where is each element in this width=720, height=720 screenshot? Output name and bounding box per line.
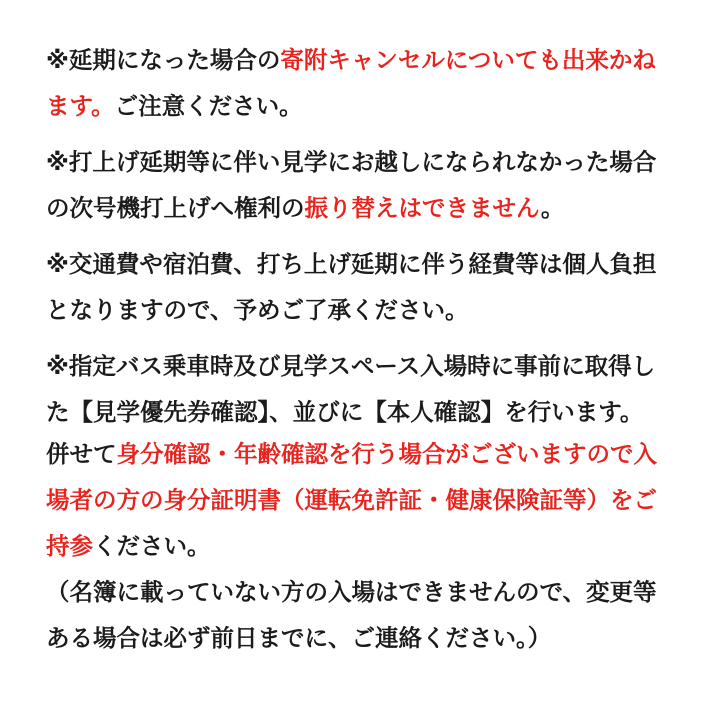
- highlight-text-segment: ます。: [46, 92, 115, 120]
- text-segment: ※打上げ延期等に伴い見学にお越しになられなかった場合: [46, 148, 657, 176]
- notice-line: [46, 185, 676, 231]
- text-segment: 併せて: [46, 440, 117, 468]
- text-segment: ご注意ください。: [114, 92, 303, 120]
- notice-line: [46, 241, 676, 287]
- highlight-text-segment: 振り替えはできません: [304, 194, 541, 222]
- notice-postponement-cancellation: [46, 37, 676, 129]
- notice-text-block: [46, 37, 676, 661]
- notice-line: [46, 83, 676, 129]
- text-segment: となりますので、予めご了承ください。: [46, 296, 469, 324]
- text-segment: ※延期になった場合の: [46, 46, 281, 74]
- notice-identity-check: [46, 343, 676, 661]
- notice-line: [46, 389, 676, 435]
- notice-line: [46, 287, 676, 333]
- highlight-text-segment: 身分確認・年齢確認を行う場合がございますので入: [116, 440, 657, 468]
- notice-no-transfer: [46, 139, 676, 231]
- notice-line: [46, 139, 676, 185]
- notice-line: [46, 615, 676, 661]
- notice-personal-expenses: [46, 241, 676, 333]
- text-segment: 。: [540, 194, 565, 222]
- notice-line: [46, 523, 676, 569]
- highlight-text-segment: 場者の方の身分証明書（運転免許証・健康保険証等）をご: [46, 486, 657, 514]
- notice-line: [46, 431, 676, 477]
- text-segment: （名簿に載っていない方の入場はできませんので、変更等: [46, 578, 657, 606]
- highlight-text-segment: 持参: [46, 532, 93, 560]
- text-segment: ※指定バス乗車時及び見学スペース入場時に事前に取得し: [46, 352, 656, 380]
- text-segment: た【見学優先券確認】、並びに【本人確認】を行います。: [46, 398, 644, 426]
- notice-line: [46, 343, 676, 389]
- text-segment: ください。: [93, 532, 211, 560]
- text-segment: ある場合は必ず前日までに、ご連絡ください。）: [46, 624, 552, 652]
- highlight-text-segment: 寄附キャンセルについても出来かね: [280, 46, 656, 74]
- notice-line: [46, 477, 676, 523]
- text-segment: の次号機打上げへ権利の: [46, 194, 305, 222]
- text-segment: ※交通費や宿泊費、打ち上げ延期に伴う経費等は個人負担: [46, 250, 657, 278]
- notice-line: [46, 37, 676, 83]
- notice-line: [46, 569, 676, 615]
